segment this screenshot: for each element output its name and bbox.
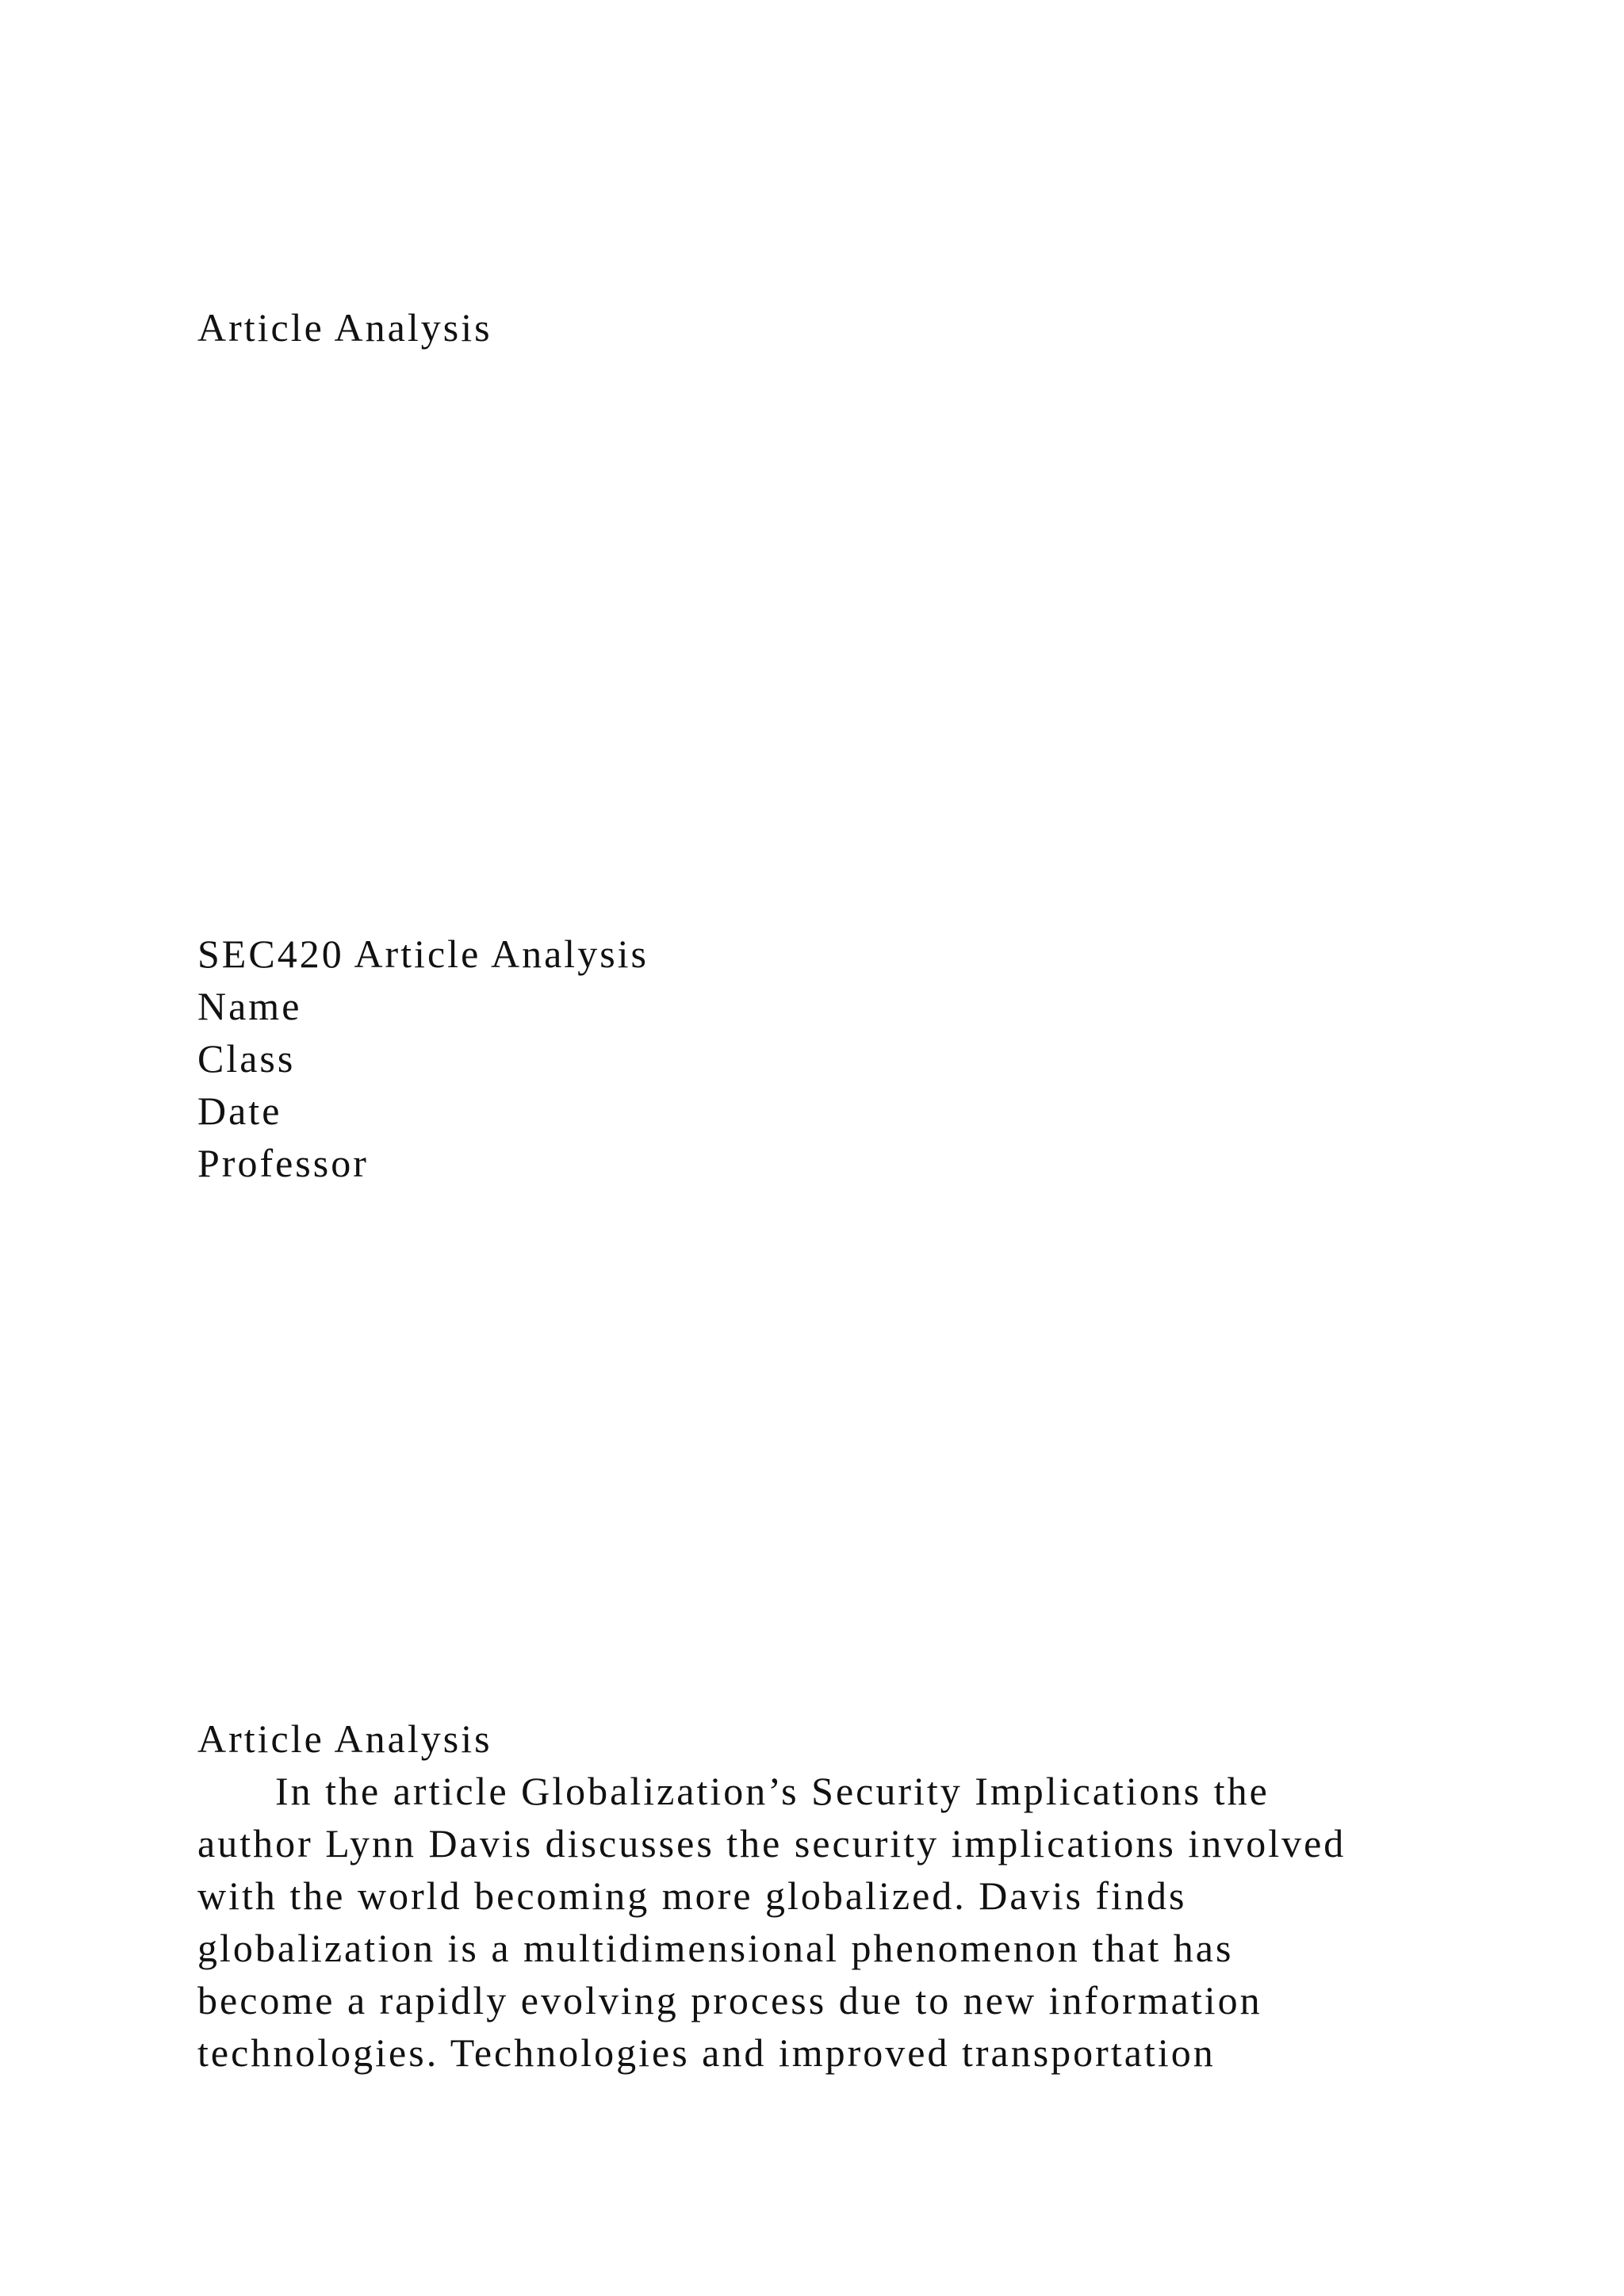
paragraph-line-2: author Lynn Davis discusses the security implications involved [197, 1821, 1346, 1866]
cover-field-date: Date [197, 1089, 282, 1133]
cover-field-professor: Professor [197, 1141, 369, 1185]
section-heading: Article Analysis [197, 1716, 492, 1761]
paragraph-line-3: with the world becoming more globalized. Davis finds [197, 1873, 1187, 1918]
cover-heading: SEC420 Article Analysis [197, 932, 649, 976]
paragraph-line-1: In the article Globalization’s Security Implications the [275, 1769, 1270, 1813]
paragraph-line-6: technologies. Technologies and improved transportation [197, 2030, 1216, 2075]
paragraph-line-5: become a rapidly evolving process due to new information [197, 1978, 1262, 2022]
cover-field-name: Name [197, 984, 302, 1028]
paragraph-line-4: globalization is a multidimensional phenomenon that has [197, 1926, 1234, 1970]
cover-field-class: Class [197, 1036, 296, 1081]
document-title: Article Analysis [197, 305, 492, 350]
